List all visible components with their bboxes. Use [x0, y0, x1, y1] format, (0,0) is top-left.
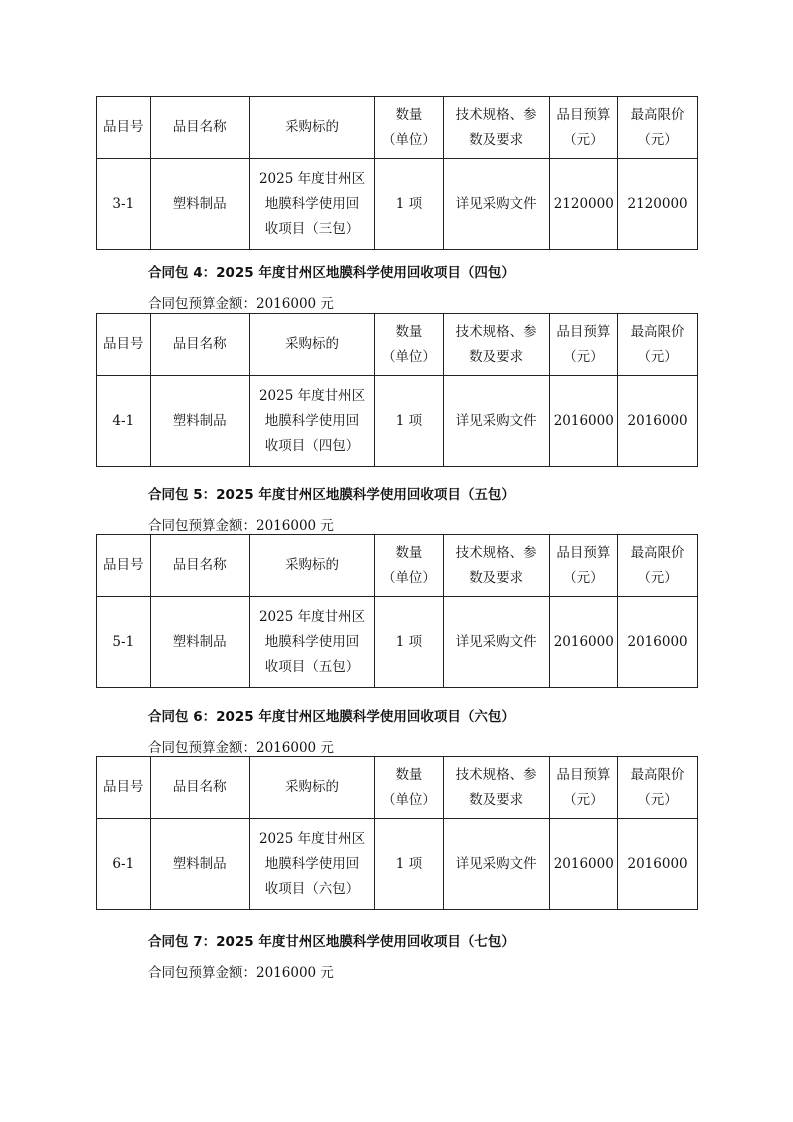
- cell-target-line1: 2025 年度甘州区: [258, 830, 366, 847]
- header-budget-line1: 品目预算: [556, 323, 611, 340]
- header-budget-line1: 品目预算: [556, 544, 611, 561]
- cell-item-no: 4-1: [97, 376, 151, 467]
- cell-target: [249, 376, 374, 467]
- cell-target-line2: 地膜科学使用回: [264, 855, 360, 872]
- header-budget-line2: （元）: [563, 569, 604, 586]
- cell-target: [249, 597, 374, 688]
- header-spec-line2: 数及要求: [469, 348, 524, 365]
- table-row: [97, 819, 698, 910]
- header-spec-line1: 技术规格、参: [455, 766, 537, 783]
- cell-spec: 详见采购文件: [443, 376, 549, 467]
- header-spec: [443, 314, 549, 376]
- cell-budget: 2016000: [549, 376, 617, 467]
- header-item-no: 品目号: [97, 314, 151, 376]
- header-budget: [549, 757, 617, 819]
- cell-budget: 2016000: [549, 819, 617, 910]
- table-header-row: [97, 314, 698, 376]
- cell-target-line2: 地膜科学使用回: [264, 412, 360, 429]
- cell-item-no: 3-1: [97, 159, 151, 250]
- package-budget-7: 合同包预算金额：2016000 元: [148, 965, 334, 981]
- header-spec-line1: 技术规格、参: [455, 323, 537, 340]
- header-limit-line2: （元）: [637, 131, 678, 148]
- header-spec-line2: 数及要求: [469, 791, 524, 808]
- header-budget: [549, 97, 617, 159]
- header-qty: [375, 535, 443, 597]
- cell-item-no: 6-1: [97, 819, 151, 910]
- package-budget-6: 合同包预算金额：2016000 元: [148, 740, 334, 756]
- cell-spec: 详见采购文件: [443, 159, 549, 250]
- cell-limit: 2016000: [618, 376, 698, 467]
- header-qty-line2: （单位）: [381, 131, 436, 148]
- cell-item-name: 塑料制品: [150, 376, 249, 467]
- package-budget-4: 合同包预算金额：2016000 元: [148, 296, 334, 312]
- header-budget-line2: （元）: [563, 348, 604, 365]
- header-item-name: 品目名称: [150, 535, 249, 597]
- package-budget-5: 合同包预算金额：2016000 元: [148, 518, 334, 534]
- cell-limit: 2016000: [618, 819, 698, 910]
- table-header-row: [97, 97, 698, 159]
- cell-qty: 1 项: [375, 597, 443, 688]
- table-row: [97, 159, 698, 250]
- cell-spec: 详见采购文件: [443, 819, 549, 910]
- header-budget: [549, 314, 617, 376]
- header-qty-line1: 数量: [395, 544, 423, 561]
- header-qty-line2: （单位）: [381, 348, 436, 365]
- header-limit-line1: 最高限价: [630, 766, 685, 783]
- cell-item-name: 塑料制品: [150, 597, 249, 688]
- cell-qty: 1 项: [375, 376, 443, 467]
- cell-limit: 2016000: [618, 597, 698, 688]
- header-spec: [443, 97, 549, 159]
- header-item-no: 品目号: [97, 757, 151, 819]
- header-qty-line1: 数量: [395, 106, 423, 123]
- header-qty: [375, 757, 443, 819]
- table-row: [97, 597, 698, 688]
- header-limit: [618, 757, 698, 819]
- header-spec-line2: 数及要求: [469, 569, 524, 586]
- table-row: [97, 376, 698, 467]
- header-limit-line1: 最高限价: [630, 106, 685, 123]
- cell-target-line3: 收项目（六包）: [264, 880, 360, 897]
- header-spec-line2: 数及要求: [469, 131, 524, 148]
- package-title-4: 合同包 4：2025 年度甘州区地膜科学使用回收项目（四包）: [148, 265, 515, 281]
- cell-target-line3: 收项目（四包）: [264, 437, 360, 454]
- cell-target-line1: 2025 年度甘州区: [258, 608, 366, 625]
- cell-budget: 2016000: [549, 597, 617, 688]
- header-spec: [443, 535, 549, 597]
- header-item-name: 品目名称: [150, 757, 249, 819]
- header-limit-line2: （元）: [637, 791, 678, 808]
- cell-target-line3: 收项目（五包）: [264, 658, 360, 675]
- cell-target-line1: 2025 年度甘州区: [258, 387, 366, 404]
- cell-item-no: 5-1: [97, 597, 151, 688]
- header-item-no: 品目号: [97, 535, 151, 597]
- cell-limit: 2120000: [618, 159, 698, 250]
- header-budget-line1: 品目预算: [556, 766, 611, 783]
- header-qty: [375, 314, 443, 376]
- procurement-table-6: [96, 756, 698, 910]
- header-spec-line1: 技术规格、参: [455, 544, 537, 561]
- table-header-row: [97, 535, 698, 597]
- cell-target-line1: 2025 年度甘州区: [258, 170, 366, 187]
- header-spec-line1: 技术规格、参: [455, 106, 537, 123]
- header-item-no: 品目号: [97, 97, 151, 159]
- header-limit: [618, 97, 698, 159]
- header-target: 采购标的: [249, 535, 374, 597]
- header-qty-line1: 数量: [395, 766, 423, 783]
- header-target: 采购标的: [249, 97, 374, 159]
- header-target: 采购标的: [249, 314, 374, 376]
- header-item-name: 品目名称: [150, 97, 249, 159]
- cell-item-name: 塑料制品: [150, 159, 249, 250]
- cell-target-line3: 收项目（三包）: [264, 220, 360, 237]
- header-budget-line2: （元）: [563, 131, 604, 148]
- package-title-7: 合同包 7：2025 年度甘州区地膜科学使用回收项目（七包）: [148, 934, 515, 950]
- procurement-table-4: [96, 313, 698, 467]
- package-title-5: 合同包 5：2025 年度甘州区地膜科学使用回收项目（五包）: [148, 487, 515, 503]
- package-title-6: 合同包 6：2025 年度甘州区地膜科学使用回收项目（六包）: [148, 709, 515, 725]
- header-spec: [443, 757, 549, 819]
- procurement-table-5: [96, 534, 698, 688]
- cell-spec: 详见采购文件: [443, 597, 549, 688]
- table-header-row: [97, 757, 698, 819]
- cell-target: [249, 819, 374, 910]
- header-limit-line2: （元）: [637, 569, 678, 586]
- cell-item-name: 塑料制品: [150, 819, 249, 910]
- cell-budget: 2120000: [549, 159, 617, 250]
- header-item-name: 品目名称: [150, 314, 249, 376]
- cell-target-line2: 地膜科学使用回: [264, 633, 360, 650]
- header-qty-line2: （单位）: [381, 569, 436, 586]
- header-budget-line2: （元）: [563, 791, 604, 808]
- header-qty-line1: 数量: [395, 323, 423, 340]
- cell-target: [249, 159, 374, 250]
- header-limit: [618, 535, 698, 597]
- cell-qty: 1 项: [375, 819, 443, 910]
- header-budget-line1: 品目预算: [556, 106, 611, 123]
- header-limit-line1: 最高限价: [630, 544, 685, 561]
- header-target: 采购标的: [249, 757, 374, 819]
- header-budget: [549, 535, 617, 597]
- header-limit-line1: 最高限价: [630, 323, 685, 340]
- cell-qty: 1 项: [375, 159, 443, 250]
- header-limit-line2: （元）: [637, 348, 678, 365]
- cell-target-line2: 地膜科学使用回: [264, 195, 360, 212]
- header-qty: [375, 97, 443, 159]
- header-limit: [618, 314, 698, 376]
- header-qty-line2: （单位）: [381, 791, 436, 808]
- procurement-table-3: [96, 96, 698, 250]
